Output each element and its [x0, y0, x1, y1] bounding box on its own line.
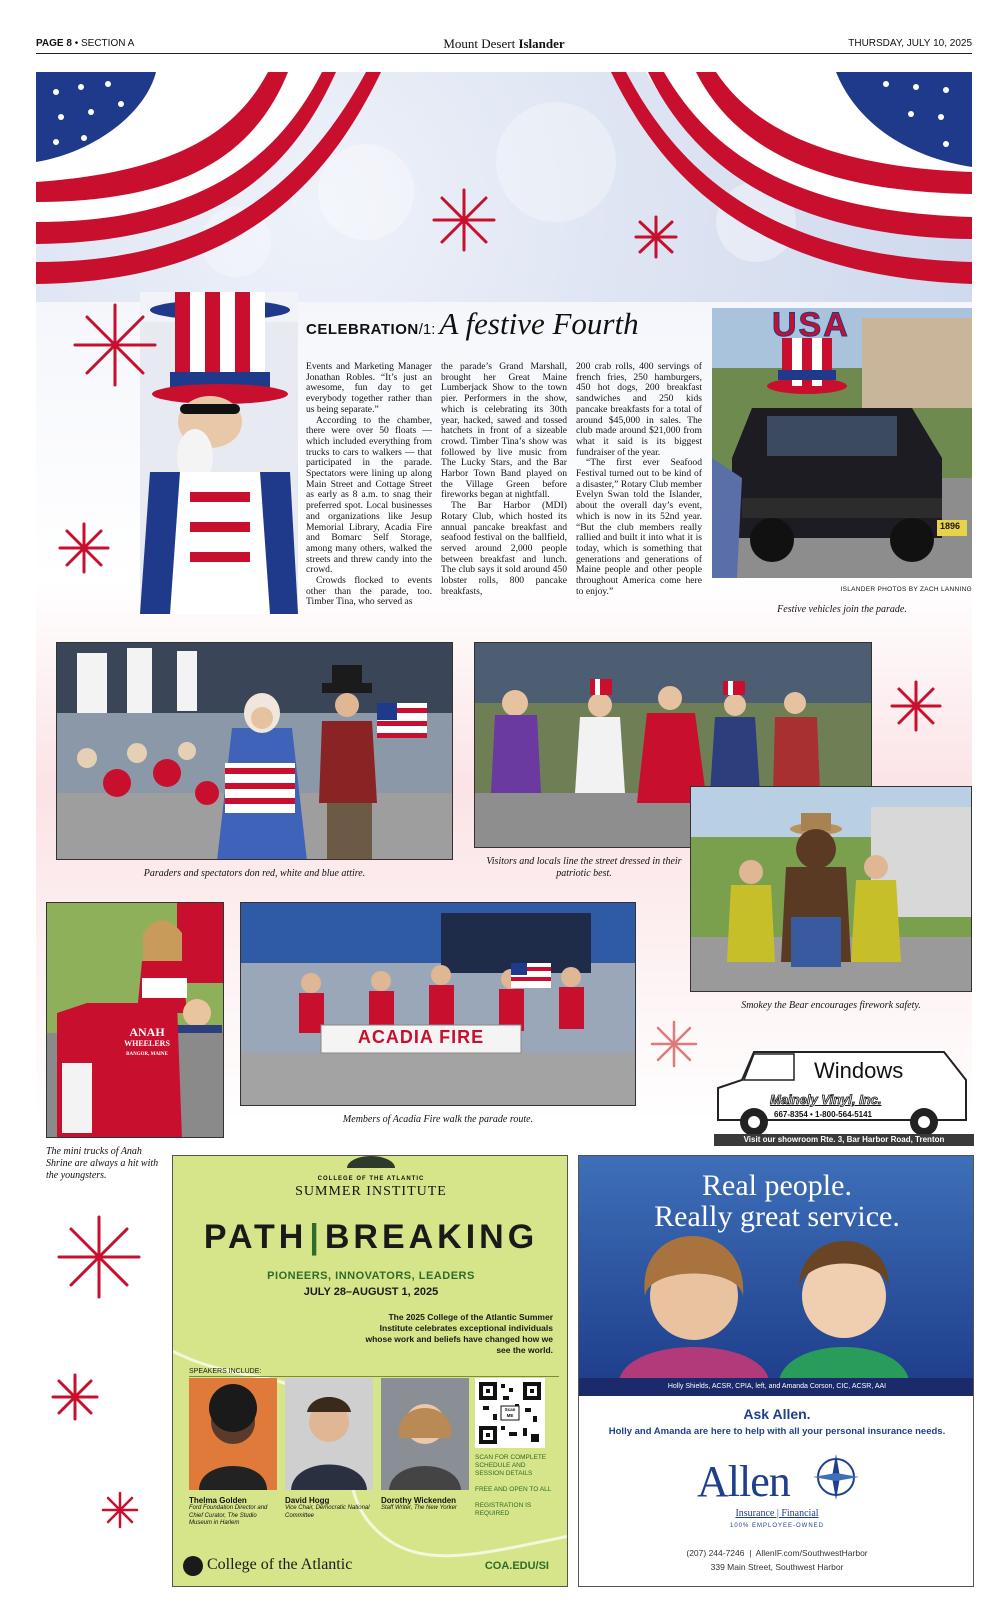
photo-credit: ISLANDER PHOTOS BY ZACH LANNING	[840, 586, 972, 593]
speaker-role: Staff Writer, The New Yorker	[381, 1505, 457, 1511]
acadia-fire-photo	[240, 902, 636, 1106]
speaker-role: Vice Chair, Democratic National Committee	[285, 1505, 370, 1519]
festive-truck-photo	[712, 308, 972, 578]
windows-ad-title: Windows	[814, 1058, 904, 1083]
caption-visitors: Visitors and locals line the street dressed in their patriotic best.	[486, 856, 682, 879]
story-headline	[306, 306, 706, 346]
caption-acadia: Members of Acadia Fire walk the parade route.	[342, 1114, 534, 1125]
windows-ad-company: Mainely Vinyl, Inc.	[770, 1092, 882, 1107]
story-paragraph: the parade’s Grand Marshall, brought her Great Maine Lumberjack Show to the town pier. Performers in the show, which is celebrating its 30th year, hacked, sawed and tossed hatchets in front of a sizeable crowd. Timber Tina’s show was followed by live music from The Lucky Stars, and the Bar Harbor Town Band played on the Village Green before fireworks began at nightfall.	[441, 361, 567, 501]
story-kicker-suffix: /1:	[418, 321, 436, 338]
masthead-regular: Mount Desert	[443, 36, 516, 51]
firework-decoration	[100, 1490, 140, 1530]
allen-ask: Ask Allen.	[743, 1406, 811, 1422]
anah-text-2: WHEELERS	[124, 1039, 170, 1048]
coa-url[interactable]: COA.EDU/SI	[484, 1560, 549, 1572]
coa-subhead: PIONEERS, INNOVATORS, LEADERS	[267, 1270, 475, 1282]
anah-shrine-photo	[46, 902, 224, 1138]
caption-vehicles: Festive vehicles join the parade.	[777, 604, 907, 615]
uncle-sam-photo	[140, 292, 298, 614]
story-column-3	[576, 362, 702, 597]
story-paragraph: 200 crab rolls, 400 servings of french fries, 250 hamburgers, 450 hot dogs, 200 breakfast sandwiches and 250 kids pancake breakfasts for a total of around $45,000 in sales. The club made around $21,000 from what it said is its biggest fundraiser of the year.	[576, 361, 702, 458]
allen-tagline: Holly and Amanda are here to help with all your personal insurance needs.	[608, 1426, 946, 1437]
qr-code	[475, 1378, 545, 1448]
firework-decoration	[70, 300, 160, 390]
firework-decoration	[646, 1016, 702, 1072]
speaker-role: Ford Foundation Director and Chief Curator, The Studio Museum in Harlem	[189, 1505, 268, 1526]
story-title: A festive Fourth	[439, 306, 639, 341]
paraders-photo	[56, 642, 453, 860]
speaker-photo	[285, 1378, 373, 1490]
speaker-card	[189, 1496, 277, 1528]
speaker-photo	[189, 1378, 277, 1490]
caption-anah: The mini trucks of Anah Shrine are always a hit with the youngsters.	[46, 1146, 159, 1181]
coa-headline-right: BREAKING	[324, 1218, 539, 1256]
caption-smokey: Smokey the Bear encourages firework safety.	[741, 1000, 921, 1011]
flag-banner-art	[36, 72, 972, 302]
anah-text-3: BANGOR, MAINE	[126, 1052, 168, 1057]
story-paragraph: The Bar Harbor (MDI) Rotary Club, which hosted its annual pancake breakfast and seafood festival on the ballfield, served around 2,000 people between breakfast and lunch. The club says it sold around 450 lobster rolls, 800 pancake breakfasts,	[441, 500, 567, 597]
flag-banner	[36, 72, 972, 302]
caption-paraders: Paraders and spectators don red, white and blue attire.	[143, 868, 366, 879]
compass-icon	[811, 1452, 861, 1502]
license-plate: 1896	[940, 521, 961, 531]
coa-free: FREE AND OPEN TO ALL	[475, 1486, 552, 1493]
allen-insurance-ad	[578, 1155, 974, 1587]
speaker-name: Dorothy Wickenden	[381, 1496, 457, 1505]
story-paragraph: According to the chamber, there were over 50 floats — which included everything from trucks to cars to walkers — that participated in the parade. Spectators were lining up along Main Street and Cottage Street as early as 8 a.m. to snag their preferred spot. Local businesses and organizations like Jesup Memorial Library, Acadia Fire and Bomarc Self Storage, among many others, walked the streets and threw candy into the crowd.	[306, 414, 432, 576]
coa-headline-left: PATH	[203, 1218, 308, 1256]
usa-balloon-text: USA	[772, 308, 850, 344]
allen-contact[interactable]: (207) 244-7246 | AllenIF.com/SouthwestHarbor	[686, 1548, 868, 1558]
smokey-photo	[690, 786, 972, 992]
coa-speakers-label: SPEAKERS INCLUDE:	[189, 1368, 262, 1375]
windows-ad	[714, 1040, 974, 1146]
allen-headline-2: Really great service.	[654, 1200, 900, 1233]
coa-summer-institute-ad	[172, 1155, 568, 1587]
coa-logo-icon	[183, 1556, 203, 1576]
coa-org-small: COLLEGE OF THE ATLANTIC	[317, 1176, 425, 1182]
firework-decoration	[56, 520, 112, 576]
coa-program: SUMMER INSTITUTE	[295, 1184, 447, 1199]
speaker-photo	[381, 1378, 469, 1490]
windows-ad-footer: Visit our showroom Rte. 3, Bar Harbor Road, Trenton	[743, 1135, 945, 1144]
coa-dates: JULY 28–AUGUST 1, 2025	[303, 1286, 439, 1298]
allen-owned: 100% EMPLOYEE-OWNED	[729, 1523, 825, 1529]
story-kicker: CELEBRATION	[306, 321, 419, 338]
anah-text-1: ANAH	[129, 1025, 165, 1039]
speaker-name: Thelma Golden	[189, 1496, 247, 1505]
speaker-card	[381, 1496, 469, 1513]
windows-ad-phones: 667-8354 • 1-800-564-5141	[774, 1110, 872, 1119]
allen-headline-1: Real people.	[702, 1169, 852, 1202]
page-folio: PAGE 8 • SECTION A	[36, 38, 135, 49]
story-paragraph: Crowds flocked to events other than the parade, too. Timber Tina, who served as	[306, 575, 432, 608]
story-paragraph: Events and Marketing Manager Jonathan Robles. “It’s just an awesome, fun day to get everybody together rather than us being separate.”	[306, 361, 432, 415]
masthead-bold: Islander	[518, 36, 565, 51]
allen-address: 339 Main Street, Southwest Harbor	[710, 1562, 844, 1572]
speaker-name: David Hogg	[285, 1496, 330, 1505]
coa-registration: REGISTRATION IS REQUIRED	[475, 1502, 532, 1517]
coa-details	[475, 1454, 555, 1518]
firework-decoration	[886, 676, 946, 736]
section-label: SECTION A	[81, 38, 135, 49]
qr-scan-label: Scan ME	[504, 1407, 516, 1418]
issue-date: THURSDAY, JULY 10, 2025	[848, 38, 972, 49]
allen-photo-caption: Holly Shields, ACSR, CPIA, left, and Amanda Corson, CIC, ACSR, AAI	[579, 1378, 974, 1396]
story-column-2	[441, 362, 567, 597]
page-number: PAGE 8	[36, 38, 72, 49]
allen-photo-panel	[579, 1156, 974, 1380]
coa-blurb: The 2025 College of the Atlantic Summer Institute celebrates exceptional individuals whose work and beliefs have changed how we see the world.	[365, 1312, 553, 1355]
coa-headline: PATH|BREAKING	[203, 1218, 539, 1256]
story-paragraph: “The first ever Seafood Festival turned out to be kind of a disaster,” Rotary Club member Evelyn Swan told the Islander, about the overall day’s event, which is now in its 52nd year. “But the club members really rallied and built it into what it is today, which is something that generations and generations of Maine people and other people throughout America come here to enjoy.”	[576, 457, 702, 597]
allen-logo: Allen	[697, 1457, 790, 1506]
allen-logo-sub: Insurance | Financial	[735, 1508, 819, 1519]
coa-scan: SCAN FOR COMPLETE SCHEDULE AND SESSION DETAILS	[475, 1454, 547, 1477]
firework-decoration	[54, 1212, 144, 1302]
coa-logo: College of the Atlantic	[207, 1556, 353, 1573]
speaker-card	[285, 1496, 373, 1520]
story-column-1	[306, 362, 432, 608]
acadia-banner-text: ACADIA FIRE	[357, 1027, 485, 1047]
masthead	[36, 36, 972, 52]
firework-decoration	[50, 1372, 100, 1422]
page-header	[36, 36, 972, 54]
